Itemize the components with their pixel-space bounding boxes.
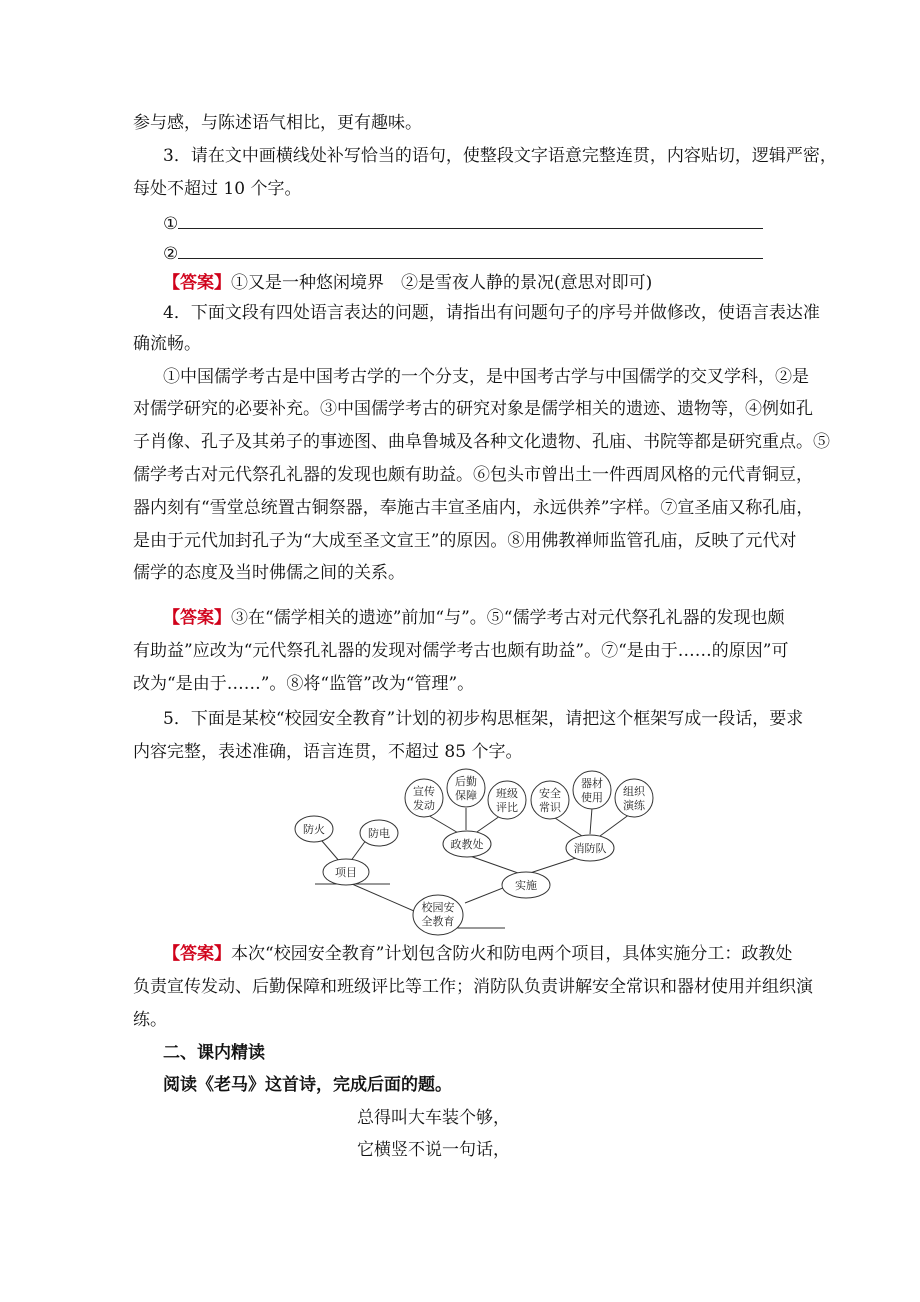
passage-4-line3: 子肖像、孔子及其弟子的事迹图、曲阜鲁城及各种文化遗物、孔庙、书院等都是研究重点。⑤ [133, 432, 830, 452]
edge-bj-zjc [474, 816, 500, 834]
edge-xc-zjc [426, 814, 460, 834]
answer-5-text-1: 本次“校园安全教育”计划包含防火和防电两个项目，具体实施分工：政教处 [231, 944, 793, 964]
node-xc-label-1: 宣传 [413, 785, 435, 798]
node-xfd-label: 消防队 [573, 842, 607, 855]
blank-1-line [178, 210, 763, 229]
framework-diagram [290, 768, 670, 940]
text-line: 参与感，与陈述语气相比，更有趣味。 [133, 113, 422, 133]
answer-4-line3: 改为“是由于……”。⑧将“监管”改为“管理”。 [133, 674, 475, 694]
node-hq-label-2: 保障 [455, 789, 477, 802]
answer-blank-2 [163, 240, 763, 266]
answer-tag: 【答案】 [163, 273, 231, 293]
answer-5-line1 [163, 942, 792, 966]
answer-tag: 【答案】 [163, 608, 231, 628]
answer-tag: 【答案】 [163, 944, 231, 964]
edge-qc-xfd [590, 808, 592, 834]
edge-aq-xfd [552, 816, 582, 836]
node-root-label-2: 全教育 [421, 915, 455, 928]
node-impl-label: 实施 [515, 879, 537, 892]
poem-line-1: 总得叫大车装个够， [357, 1108, 510, 1128]
blank-1-label: ① [163, 214, 179, 234]
passage-4-line1: ①中国儒学考古是中国考古学的一个分支，是中国考古学与中国儒学的交叉学科，②是 [163, 367, 809, 387]
answer-4-line2: 有助益”应改为“元代祭孔礼器的发现对儒学考古也颇有助益”。⑦“是由于……的原因”可 [133, 641, 789, 661]
answer-4-text-1: ③在“儒学相关的遗迹”前加“与”。⑤“儒学考古对元代祭孔礼器的发现也颇 [231, 608, 785, 628]
answer-5-line3: 练。 [133, 1010, 167, 1030]
passage-4-line5: 器内刻有“雪堂总统置古铜祭器，奉施古丰宣圣庙内，永远供养”字样。⑦宣圣庙又称孔庙， [133, 498, 814, 518]
answer-3-text: ①又是一种悠闲境界 ②是雪夜人静的景况(意思对即可) [231, 273, 653, 293]
node-root-label-1: 校园安 [421, 901, 455, 914]
reading-instruction: 阅读《老马》这首诗，完成后面的题。 [163, 1075, 452, 1095]
node-xc-label-2: 发动 [413, 799, 435, 812]
question-5-line1: 5．下面是某校“校园安全教育”计划的初步构思框架，请把这个框架写成一段话，要求 [163, 709, 804, 729]
edge-zjc-impl [470, 856, 518, 873]
blank-2-label: ② [163, 244, 179, 264]
node-hq-label-1: 后勤 [455, 775, 477, 788]
node-fire-label: 防火 [303, 823, 325, 836]
node-bj-label-2: 评比 [496, 801, 518, 814]
node-zz-label-2: 演练 [623, 799, 645, 812]
passage-4-line4: 儒学考古对元代祭孔礼器的发现也颇有助益。⑥包头市曾出土一件西周风格的元代青铜豆， [133, 465, 813, 485]
question-4-line1: 4．下面文段有四处语言表达的问题，请指出有问题句子的序号并做修改，使语言表达准 [163, 303, 820, 323]
answer-3 [163, 271, 652, 295]
node-elec-label: 防电 [368, 827, 390, 840]
answer-blank-1 [163, 210, 763, 236]
question-5-line2: 内容完整，表述准确，语言连贯，不超过 85 个字。 [133, 742, 523, 762]
node-qc-label-1: 器材 [581, 777, 603, 790]
node-project-label: 项目 [335, 866, 357, 879]
node-zz-label-1: 组织 [623, 785, 645, 798]
edge-zz-xfd [600, 814, 630, 836]
poem-line-2: 它横竖不说一句话， [357, 1140, 510, 1160]
node-qc-label-2: 使用 [581, 791, 603, 804]
passage-4-line7: 儒学的态度及当时佛儒之间的关系。 [133, 563, 405, 583]
question-3-line1: 3．请在文中画横线处补写恰当的语句，使整段文字语意完整连贯，内容贴切，逻辑严密， [163, 146, 837, 166]
section-2-heading: 二、课内精读 [163, 1043, 265, 1063]
question-4-line2: 确流畅。 [133, 334, 201, 354]
passage-4-line6: 是由于元代加封孔子为“大成至圣文宣王”的原因。⑧用佛教禅师监管孔庙，反映了元代对 [133, 531, 797, 551]
node-zjc-label: 政教处 [450, 838, 484, 851]
answer-5-line2: 负责宣传发动、后勤保障和班级评比等工作；消防队负责讲解安全常识和器材使用并组织演 [133, 977, 813, 997]
node-aq-label-2: 常识 [539, 801, 561, 814]
blank-2-line [178, 240, 763, 259]
answer-4-line1 [163, 606, 784, 630]
node-aq-label-1: 安全 [539, 787, 561, 800]
question-3-line2: 每处不超过 10 个字。 [133, 179, 302, 199]
passage-4-line2: 对儒学研究的必要补充。③中国儒学考古的研究对象是儒学相关的遗迹、遗物等，④例如孔 [133, 399, 813, 419]
node-bj-label-1: 班级 [496, 787, 518, 800]
